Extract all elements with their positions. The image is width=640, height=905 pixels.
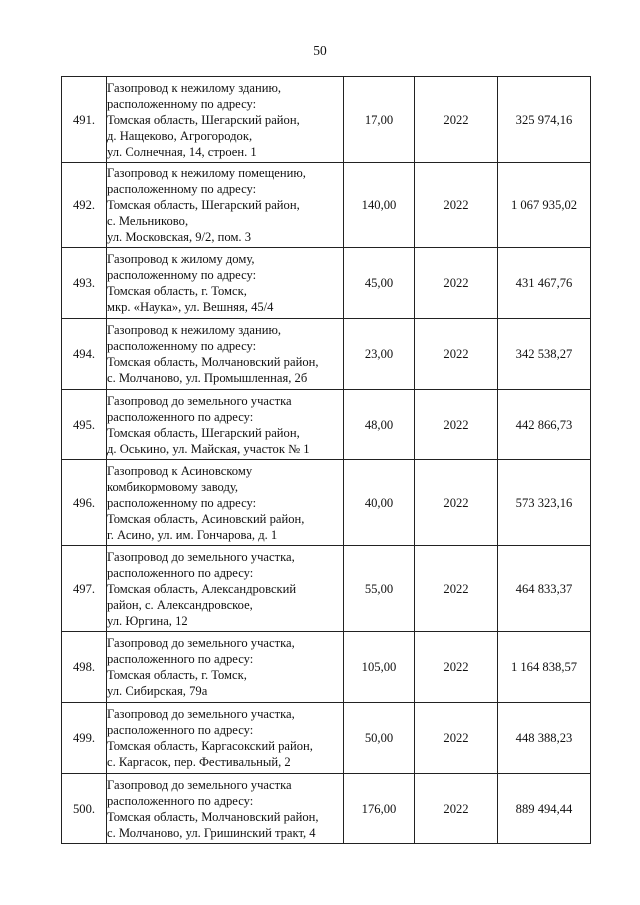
row-number: 496.: [62, 460, 107, 546]
object-description: [107, 319, 344, 390]
cost-value: 1 067 935,02: [498, 163, 591, 248]
description-line: Газопровод к Асиновскому: [107, 463, 253, 478]
description-line: расположенного по адресу:: [107, 652, 254, 666]
description-line: Томская область, Шегарский район,: [107, 198, 300, 212]
row-number: 494.: [62, 319, 107, 390]
length-value: 23,00: [344, 319, 415, 390]
description-line: ул. Сибирская, 79а: [107, 684, 208, 698]
year-value: 2022: [415, 460, 498, 546]
description-line: д. Нащеково, Агрогородок,: [107, 128, 253, 143]
description-line: Томская область, г. Томск,: [107, 668, 247, 682]
description-line: Газопровод до земельного участка,: [107, 636, 295, 650]
page-number: 50: [313, 43, 327, 58]
length-value: 55,00: [344, 546, 415, 632]
length-value: 50,00: [344, 703, 415, 774]
gas-pipeline-table: [61, 76, 591, 844]
object-description: [107, 248, 344, 319]
table-row: [62, 546, 591, 632]
description-line: Томская область, Шегарский район,: [107, 112, 300, 127]
cost-value: 573 323,16: [498, 460, 591, 546]
description-line: расположенного по адресу:: [107, 793, 254, 808]
year-value: 2022: [415, 77, 498, 163]
description-line: расположенному по адресу:: [107, 495, 257, 510]
description-line: г. Асино, ул. им. Гончарова, д. 1: [107, 527, 278, 542]
row-number: 499.: [62, 703, 107, 774]
description-line: д. Оськино, ул. Майская, участок № 1: [107, 441, 310, 456]
description-line: район, с. Александровское,: [107, 597, 253, 612]
table-row: [62, 248, 591, 319]
table-row: [62, 163, 591, 248]
length-value: 40,00: [344, 460, 415, 546]
description-line: расположенного по адресу:: [107, 723, 254, 737]
year-value: 2022: [415, 632, 498, 703]
year-value: 2022: [415, 774, 498, 844]
description-line: Газопровод до земельного участка,: [107, 549, 295, 564]
table-row: [62, 390, 591, 460]
description-line: расположенному по адресу:: [107, 268, 257, 282]
row-number: 498.: [62, 632, 107, 703]
description-line: Томская область, Александровский: [107, 581, 297, 596]
description-line: расположенному по адресу:: [107, 339, 257, 353]
object-description: [107, 390, 344, 460]
description-line: Томская область, Каргасокский район,: [107, 739, 313, 753]
description-line: с. Мельниково,: [107, 214, 189, 228]
object-description: [107, 703, 344, 774]
description-line: мкр. «Наука», ул. Вешняя, 45/4: [107, 300, 274, 314]
year-value: 2022: [415, 390, 498, 460]
description-line: ул. Московская, 9/2, пом. 3: [107, 230, 252, 244]
row-number: 491.: [62, 77, 107, 163]
description-line: Томская область, Молчановский район,: [107, 355, 319, 369]
description-line: комбикормовому заводу,: [107, 479, 239, 494]
cost-value: 464 833,37: [498, 546, 591, 632]
row-number: 492.: [62, 163, 107, 248]
description-line: Газопровод к нежилому помещению,: [107, 166, 306, 180]
description-line: Газопровод к нежилому зданию,: [107, 80, 282, 95]
table-row: [62, 632, 591, 703]
object-description: [107, 163, 344, 248]
length-value: 176,00: [344, 774, 415, 844]
cost-value: 442 866,73: [498, 390, 591, 460]
description-line: расположенному по адресу:: [107, 182, 257, 196]
description-line: Газопровод к нежилому зданию,: [107, 323, 282, 337]
cost-value: 342 538,27: [498, 319, 591, 390]
description-line: расположенному по адресу:: [107, 96, 257, 111]
length-value: 48,00: [344, 390, 415, 460]
year-value: 2022: [415, 319, 498, 390]
description-line: ул. Юргина, 12: [107, 613, 188, 628]
description-line: Газопровод до земельного участка: [107, 393, 292, 408]
row-number: 495.: [62, 390, 107, 460]
row-number: 497.: [62, 546, 107, 632]
object-description: [107, 546, 344, 632]
table-row: [62, 460, 591, 546]
description-line: с. Молчаново, ул. Гришинский тракт, 4: [107, 825, 316, 840]
table-body: [62, 77, 591, 844]
row-number: 500.: [62, 774, 107, 844]
description-line: Газопровод до земельного участка,: [107, 707, 295, 721]
year-value: 2022: [415, 546, 498, 632]
description-line: Газопровод к жилому дому,: [107, 252, 255, 266]
description-line: Томская область, Молчановский район,: [107, 809, 319, 824]
description-line: Газопровод до земельного участка: [107, 777, 292, 792]
year-value: 2022: [415, 163, 498, 248]
year-value: 2022: [415, 248, 498, 319]
description-line: Томская область, Асиновский район,: [107, 511, 305, 526]
row-number: 493.: [62, 248, 107, 319]
length-value: 45,00: [344, 248, 415, 319]
description-line: Томская область, Шегарский район,: [107, 425, 300, 440]
table-row: [62, 319, 591, 390]
cost-value: 889 494,44: [498, 774, 591, 844]
description-line: с. Каргасок, пер. Фестивальный, 2: [107, 755, 291, 769]
cost-value: 1 164 838,57: [498, 632, 591, 703]
description-line: Томская область, г. Томск,: [107, 284, 247, 298]
length-value: 140,00: [344, 163, 415, 248]
length-value: 17,00: [344, 77, 415, 163]
cost-value: 431 467,76: [498, 248, 591, 319]
object-description: [107, 774, 344, 844]
cost-value: 325 974,16: [498, 77, 591, 163]
description-line: расположенного по адресу:: [107, 409, 254, 424]
object-description: [107, 460, 344, 546]
length-value: 105,00: [344, 632, 415, 703]
table-row: [62, 774, 591, 844]
cost-value: 448 388,23: [498, 703, 591, 774]
description-line: расположенного по адресу:: [107, 565, 254, 580]
year-value: 2022: [415, 703, 498, 774]
description-line: ул. Солнечная, 14, строен. 1: [107, 144, 257, 159]
table-row: [62, 77, 591, 163]
object-description: [107, 77, 344, 163]
table-row: [62, 703, 591, 774]
object-description: [107, 632, 344, 703]
description-line: с. Молчаново, ул. Промышленная, 2б: [107, 371, 308, 385]
